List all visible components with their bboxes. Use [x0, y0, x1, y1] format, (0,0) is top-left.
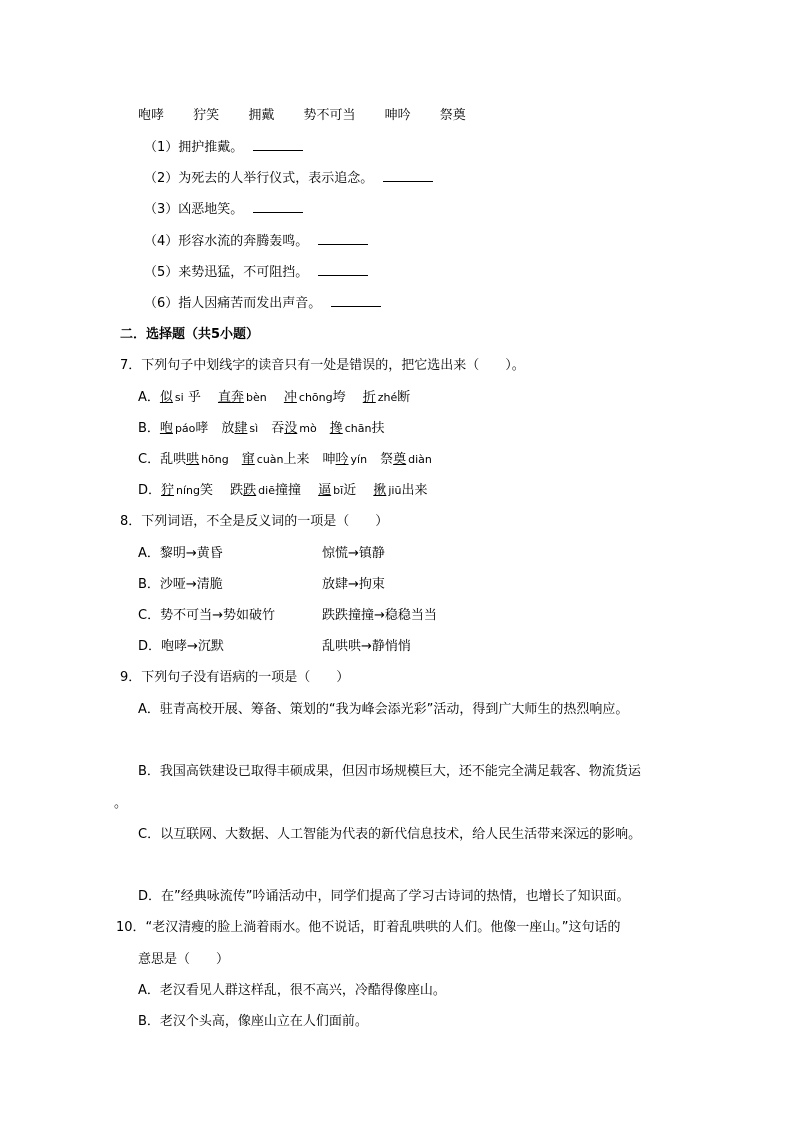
pinyin: bī	[333, 484, 344, 497]
underlined-char: 咆	[159, 421, 173, 436]
pinyin: diē	[258, 484, 275, 497]
option-text: 撞撞	[274, 483, 319, 498]
pinyin: si	[174, 391, 184, 404]
fill-item: （4）形容水流的奔腾轰鸣。	[144, 230, 368, 249]
fill-item: （1）拥护推戴。	[144, 136, 303, 155]
fill-item: （2）为死去的人举行仪式，表示追念。	[144, 167, 433, 186]
q7-option-a[interactable]	[138, 386, 410, 405]
answer-blank[interactable]	[383, 169, 433, 182]
pinyin: mò	[299, 422, 317, 435]
underlined-char: 搀	[329, 421, 343, 436]
q9-option-d[interactable]: D．在”经典咏流传”吟诵活动中，同学们提高了学习古诗词的热情，也增长了知识面。	[138, 889, 630, 904]
option-text	[267, 390, 284, 405]
underlined-char: 吟	[335, 452, 349, 467]
q9-option-b[interactable]: B．我国高铁建设已取得丰硕成果，但因市场规模巨大，还不能完全满足载客、物流货运	[138, 764, 641, 779]
q7-option-b[interactable]	[138, 417, 384, 436]
underlined-char: 冲	[283, 390, 297, 405]
fill-item: （3）凶恶地笑。	[144, 198, 303, 217]
question-stem: 7．下列句子中划线字的读音只有一处是错误的，把它选出来（ ）。	[120, 358, 525, 373]
option-text: A．	[138, 390, 160, 405]
option-text: 垮	[332, 390, 363, 405]
q8-option-b[interactable]: B．沙哑→清脆 放肆→拘束	[138, 577, 385, 592]
option-text: 吞	[258, 421, 285, 436]
q8-option-d[interactable]: D．咆哮→沉默 乱哄哄→静悄悄	[138, 639, 411, 654]
fill-item: （6）指人因痛苦而发出声音。	[144, 292, 381, 311]
underlined-char: 没	[284, 421, 298, 436]
pinyin: níng	[176, 484, 201, 497]
word: 狞笑	[193, 108, 220, 123]
pinyin: bèn	[246, 391, 267, 404]
word: 呻吟	[384, 108, 411, 123]
option-text: D．	[138, 483, 162, 498]
q9-option-a[interactable]: A．驻青高校开展、筹备、策划的“我为峰会添光彩”活动，得到广大师生的热烈响应。	[138, 702, 629, 717]
underlined-char: 跌	[243, 483, 257, 498]
underlined-char: 狞	[161, 483, 175, 498]
section-title: 二．选择题（共5小题）	[120, 327, 260, 342]
option-text: 上来 呻	[283, 452, 336, 467]
word: 拥戴	[248, 108, 275, 123]
option-text: C．乱哄	[138, 452, 187, 467]
pinyin: páo	[174, 422, 196, 435]
underlined-char: 逼	[318, 483, 332, 498]
q9-option-c[interactable]: C．以互联网、大数据、人工智能为代表的新代信息技术，给人民生活带来深远的影响。	[138, 827, 642, 842]
underlined-char: 似	[159, 390, 173, 405]
answer-blank[interactable]	[253, 200, 303, 213]
underlined-char: 窜	[241, 452, 255, 467]
answer-blank[interactable]	[331, 294, 381, 307]
pinyin: zhé	[377, 391, 398, 404]
pinyin: jiū	[388, 484, 402, 497]
pinyin: hōng	[201, 453, 229, 466]
underlined-char: 揪	[373, 483, 387, 498]
pinyin: chān	[344, 422, 372, 435]
option-text: 笑 跌	[200, 483, 244, 498]
word: 咆哮	[138, 108, 165, 123]
underlined-char: 折	[362, 390, 376, 405]
pinyin: sì	[249, 422, 259, 435]
pinyin: cuàn	[256, 453, 284, 466]
underlined-char: 哄	[186, 452, 200, 467]
option-text: 祭	[367, 452, 394, 467]
underlined-char: 肆	[234, 421, 248, 436]
q10-option-a[interactable]: A．老汉看见人群这样乱，很不高兴，冷酷得像座山。	[138, 983, 446, 998]
option-text: 出来	[401, 483, 428, 498]
option-text: 断	[397, 390, 411, 405]
option-text	[317, 421, 330, 436]
pinyin: diàn	[408, 453, 432, 466]
pinyin: yín	[350, 453, 368, 466]
underlined-char: 直奔	[217, 390, 244, 405]
word: 势不可当	[303, 108, 356, 123]
underlined-char: 奠	[393, 452, 407, 467]
option-text: B．	[138, 421, 160, 436]
question-stem-cont: 意思是（ ）	[138, 952, 230, 967]
word-bank	[138, 104, 491, 123]
question-stem: 9．下列句子没有语病的一项是（ ）	[120, 670, 350, 685]
q7-option-d[interactable]	[138, 479, 427, 498]
answer-blank[interactable]	[318, 263, 368, 276]
question-stem: 10．“老汉清瘦的脸上淌着雨水。他不说话，盯着乱哄哄的人们。他像一座山。”这句话的	[116, 920, 621, 935]
option-text: 乎	[183, 390, 218, 405]
q10-option-b[interactable]: B．老汉个头高，像座山立在人们面前。	[138, 1014, 368, 1029]
q8-option-a[interactable]: A．黎明→黄昏 惊慌→镇静	[138, 546, 385, 561]
answer-blank[interactable]	[318, 232, 368, 245]
option-text: 近	[343, 483, 374, 498]
question-stem: 8．下列词语，不全是反义词的一项是（ ）	[120, 514, 389, 529]
pinyin: chōng	[298, 391, 333, 404]
q9-option-b-cont: 。	[114, 796, 128, 811]
q8-option-c[interactable]: C．势不可当→势如破竹 跌跌撞撞→稳稳当当	[138, 608, 437, 623]
option-text: 哮 放	[195, 421, 235, 436]
word: 祭奠	[439, 108, 466, 123]
option-text: 扶	[371, 421, 385, 436]
fill-item: （5）来势迅猛，不可阻挡。	[144, 261, 368, 280]
option-text	[229, 452, 242, 467]
answer-blank[interactable]	[253, 138, 303, 151]
q7-option-c[interactable]	[138, 448, 432, 467]
